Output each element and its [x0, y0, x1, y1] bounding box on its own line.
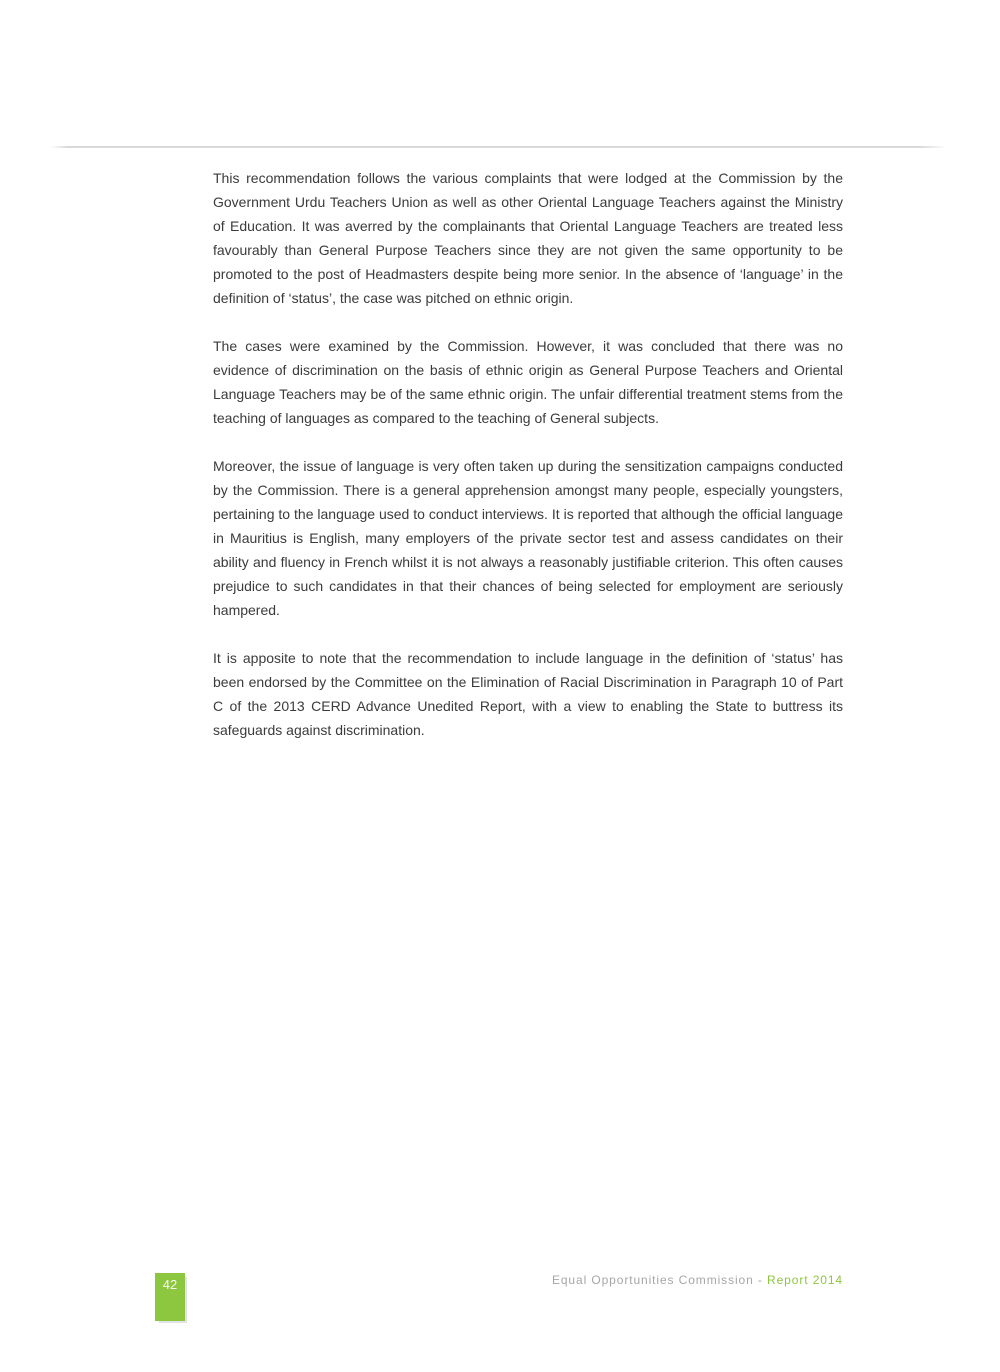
footer-report-text: Report 2014	[767, 1273, 843, 1287]
body-paragraph-2: The cases were examined by the Commission. However, it was concluded that there was no evidence of discrimination on the basis of ethnic origin as General Purpose Teachers and Oriental Language Teachers may be of the same ethnic origin. The unfair differential treatment stems from the teaching of languages as compared to the teaching of General subjects.	[213, 338, 843, 426]
body-text-column	[213, 166, 843, 766]
footer-org-text: Equal Opportunities Commission -	[551, 1273, 768, 1287]
body-paragraph-1: This recommendation follows the various complaints that were lodged at the Commission by the Government Urdu Teachers Union as well as other Oriental Language Teachers against the Ministry of Education. It was averred by the complainants that Oriental Language Teachers are treated less favourably than General Purpose Teachers since they are not given the same opportunity to be promoted to the post of Headmasters despite being more senior. In the absence of ‘language’ in the definition of ‘status’, the case was pitched on ethnic origin.	[213, 170, 843, 306]
footer	[552, 1273, 843, 1288]
header-rule	[50, 146, 947, 148]
body-paragraph-3: Moreover, the issue of language is very often taken up during the sensitization campaigns conducted by the Commission. There is a general apprehension amongst many people, especially youngsters, pertaining to the language used to conduct interviews. It is reported that although the official language in Mauritius is English, many employers of the private sector test and assess candidates on their ability and fluency in French whilst it is not always a reasonably justifiable criterion. This often causes prejudice to such candidates in that their chances of being selected for employment are seriously hampered.	[213, 458, 843, 618]
body-paragraph-4: It is apposite to note that the recommendation to include language in the definition of ‘status’ has been endorsed by the Committee on the Elimination of Racial Discrimination in Paragraph 10 of Part C of the 2013 CERD Advance Unedited Report, with a view to enabling the State to buttress its safeguards against discrimination.	[213, 650, 843, 738]
page-number: 42	[162, 1277, 178, 1292]
page-number-badge	[155, 1273, 185, 1321]
